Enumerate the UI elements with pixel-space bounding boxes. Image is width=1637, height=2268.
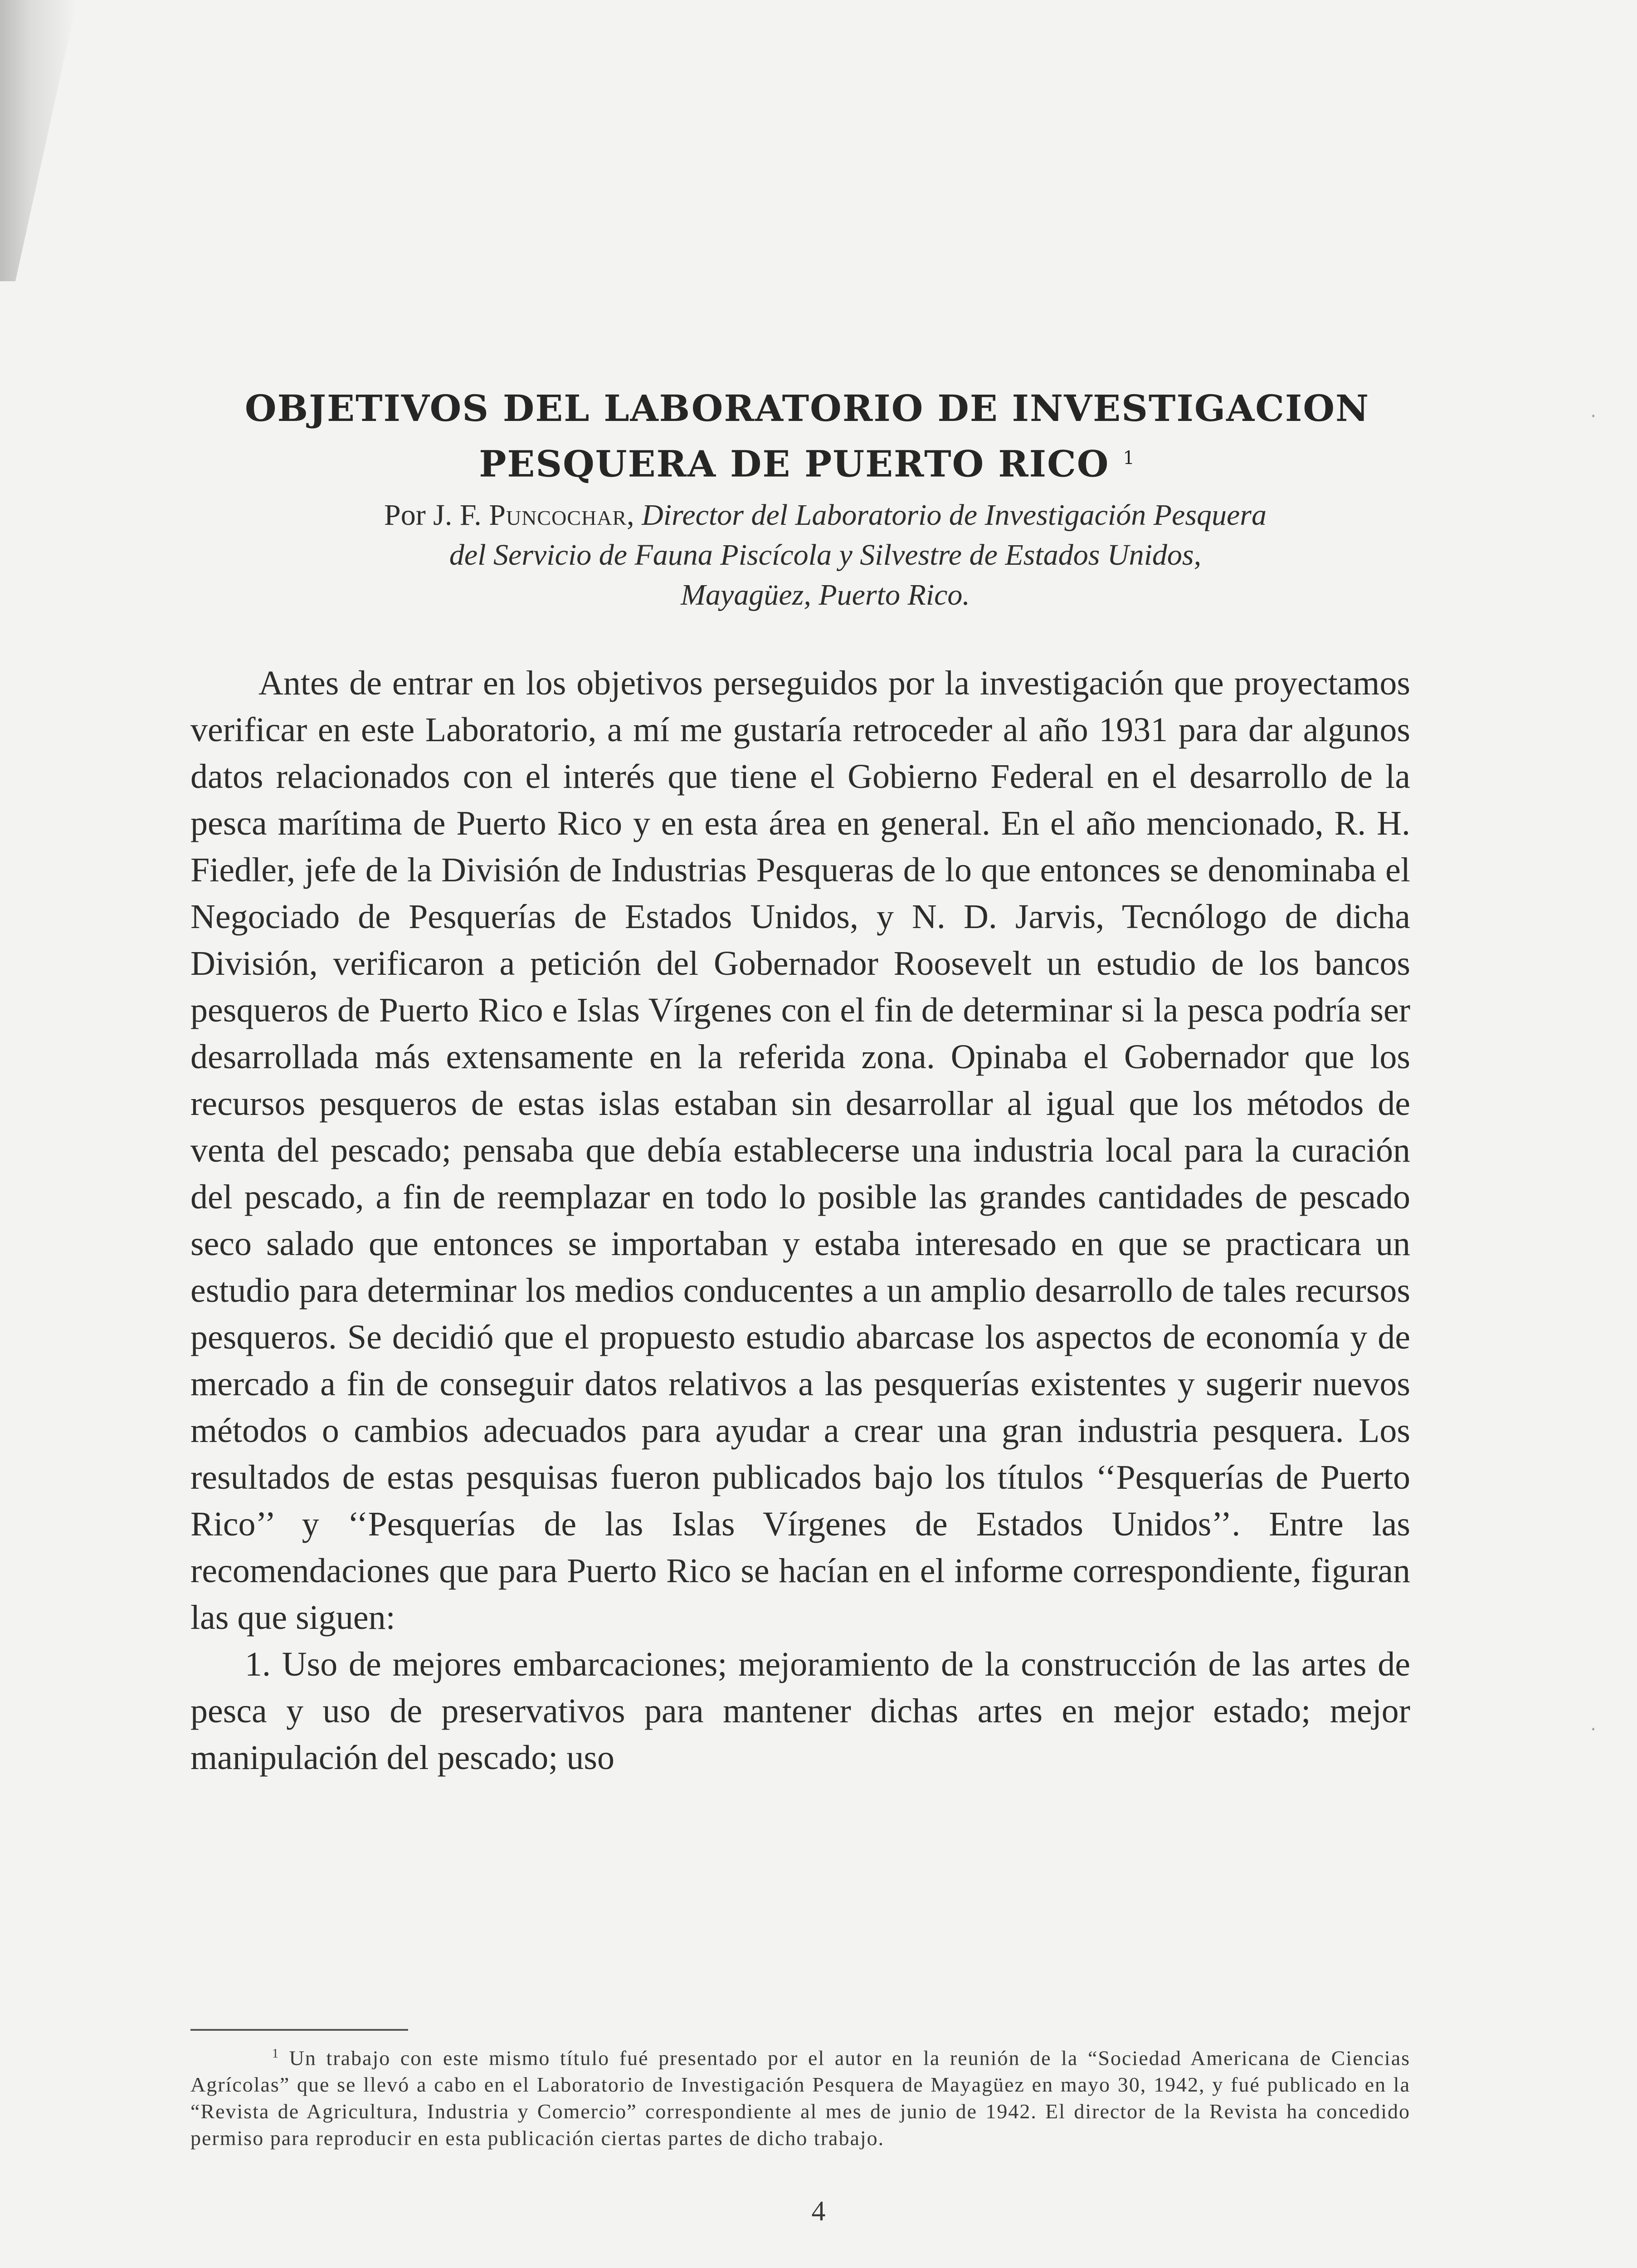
- page-curl-shadow: [0, 0, 77, 281]
- author-byline: [245, 495, 1406, 615]
- page-number: 4: [811, 2196, 826, 2227]
- footnote-marker: 1: [272, 2047, 279, 2061]
- article-body: [190, 660, 1410, 1781]
- body-paragraph-list-item: 1. Uso de mejores embarcaciones; mejoramiento de la construcción de las artes de pesca y uso de preservativos para mantener dichas artes en mejor estado; mejor manipulación del pescado; uso: [190, 1645, 1410, 1777]
- margin-mark: ·: [1590, 1719, 1596, 1740]
- byline-line-1: Por J. F. Puncochar, Director del Laboratorio de Investigación Pesquera: [384, 499, 1267, 532]
- byline-prefix: Por J. F.: [384, 499, 489, 532]
- title-line-2: [195, 433, 1419, 489]
- margin-mark: ·: [1590, 406, 1596, 427]
- title-line-1: OBJETIVOS DEL LABORATORIO DE INVESTIGACION: [244, 387, 1370, 430]
- article-title: [195, 383, 1419, 489]
- footnote: [190, 2040, 1410, 2151]
- author-name: Puncochar: [489, 499, 627, 532]
- author-role-line-2: del Servicio de Fauna Piscícola y Silvestre de Estados Unidos,: [449, 538, 1202, 572]
- footnote-text: Un trabajo con este mismo título fué presentado por el autor en la reunión de la “Sociedad Americana de Ciencias Agrícolas” que se llevó a cabo en el Laboratorio de Investigación Pesquera de Mayagüez en mayo 30, 1942, y fué publicado en la “Revista de Agricultura, Industria y Comercio” correspondiente al mes de junio de 1942. El director de la Revista ha concedido permiso para reproducir en esta publicación ciertas partes de dicho trabajo.: [190, 2046, 1411, 2150]
- author-role-line-3: Mayagüez, Puerto Rico.: [681, 578, 970, 611]
- footnote-divider: [190, 2029, 408, 2031]
- body-paragraph: Antes de entrar en los objetivos perseguidos por la investigación que proyectamos verificar en este Laboratorio, a mí me gustaría retroceder al año 1931 para dar algunos datos relacionados con el interés que tiene el Gobierno Federal en el desarrollo de la pesca marítima de Puerto Rico y en esta área en general. En el año mencionado, R. H. Fiedler, jefe de la División de Industrias Pesqueras de lo que entonces se denominaba el Negociado de Pesquerías de Estados Unidos, y N. D. Jarvis, Tecnólogo de dicha División, verificaron a petición del Gobernador Roosevelt un estudio de los bancos pesqueros de Puerto Rico e Islas Vírgenes con el fin de determinar si la pesca podría ser desarrollada más extensamente en la referida zona. Opinaba el Gobernador que los recursos pesqueros de estas islas estaban sin desarrollar al igual que los métodos de venta del pescado; pensaba que debía establecerse una industria local para la curación del pescado, a fin de reemplazar en todo lo posible las grandes cantidades de pescado seco salado que entonces se importaban y estaba interesado en que se practicara un estudio para determinar los medios conducentes a un amplio desarrollo de tales recursos pesqueros. Se decidió que el propuesto estudio abarcase los aspectos de economía y de mercado a fin de conseguir datos relativos a las pesquerías existentes y sugerir nuevos métodos o cambios adecuados para ayudar a crear una gran industria pesquera. Los resultados de estas pesquisas fueron publicados bajo los títulos ‘‘Pesquerías de Puerto Rico’’ y ‘‘Pesquerías de las Islas Vírgenes de Estados Unidos’’. Entre las recomendaciones que para Puerto Rico se hacían en el informe correspondiente, figuran las que siguen:: [190, 664, 1410, 1637]
- author-role-line-1: Director del Laboratorio de Investigación Pesquera: [642, 499, 1267, 532]
- title-line-2-text: PESQUERA DE PUERTO RICO: [479, 442, 1110, 485]
- title-footnote-marker: 1: [1123, 448, 1135, 469]
